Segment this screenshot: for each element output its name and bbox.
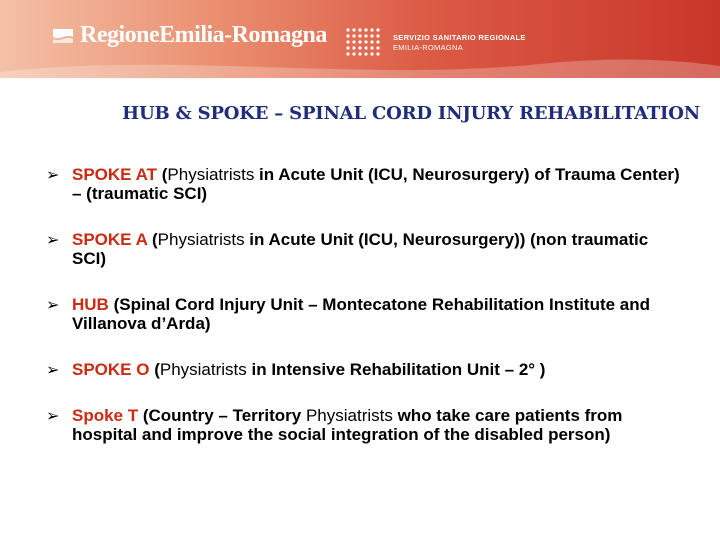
- ssr-dots-icon: [345, 27, 381, 59]
- list-item: [46, 360, 686, 379]
- header-banner: [0, 0, 720, 78]
- arrow-bullet-icon: ➢: [46, 408, 60, 425]
- item-text-b: Physiatrists: [167, 165, 255, 184]
- item-text-c: (Spinal Cord Injury Unit – Montecatone Rehabilitation Institute and Villanova d’Arda): [72, 295, 651, 333]
- list-item: [46, 230, 686, 268]
- item-text-b: Physiatrists: [159, 360, 247, 379]
- list-item: [46, 295, 686, 333]
- regione-logo-text: RegioneEmilia-Romagna: [80, 22, 327, 48]
- item-text-c: in Acute Unit (ICU, Neurosurgery)) (non traumatic SCI): [72, 230, 649, 268]
- item-keyword: SPOKE O: [72, 360, 150, 379]
- item-text-a: (Country – Territory: [138, 406, 302, 425]
- ssr-logo-line2: EMILIA-ROMAGNA: [393, 43, 464, 52]
- item-keyword: HUB: [72, 295, 109, 314]
- ssr-logo-text: [393, 33, 526, 53]
- list-item: [46, 406, 686, 444]
- arrow-bullet-icon: ➢: [46, 297, 60, 314]
- item-text-b: Physiatrists: [301, 406, 393, 425]
- item-text-b: Physiatrists: [157, 230, 245, 249]
- item-text-c: who take care patients from hospital and improve the social integration of the disabled person): [72, 406, 623, 444]
- ssr-logo-line1: SERVIZIO SANITARIO REGIONALE: [393, 33, 526, 42]
- bullet-list: [46, 165, 686, 471]
- item-text-c: in Intensive Rehabilitation Unit – 2° ): [246, 360, 546, 379]
- list-item: [46, 165, 686, 203]
- ssr-logo: [345, 27, 526, 59]
- slide-title: HUB & SPOKE – SPINAL CORD INJURY REHABILITATION: [122, 103, 700, 124]
- item-text-a: (: [149, 360, 160, 379]
- arrow-bullet-icon: ➢: [46, 362, 60, 379]
- item-keyword: SPOKE A: [72, 230, 148, 249]
- regione-flag-icon: [52, 27, 74, 45]
- item-keyword: SPOKE AT: [72, 165, 158, 184]
- regione-logo: [52, 22, 327, 49]
- item-text-c: in Acute Unit (ICU, Neurosurgery) of Trauma Center) – (traumatic SCI): [72, 165, 680, 203]
- arrow-bullet-icon: ➢: [46, 232, 60, 249]
- item-keyword: Spoke T: [72, 406, 139, 425]
- item-text-a: (: [147, 230, 158, 249]
- item-text-a: (: [157, 165, 168, 184]
- arrow-bullet-icon: ➢: [46, 167, 60, 184]
